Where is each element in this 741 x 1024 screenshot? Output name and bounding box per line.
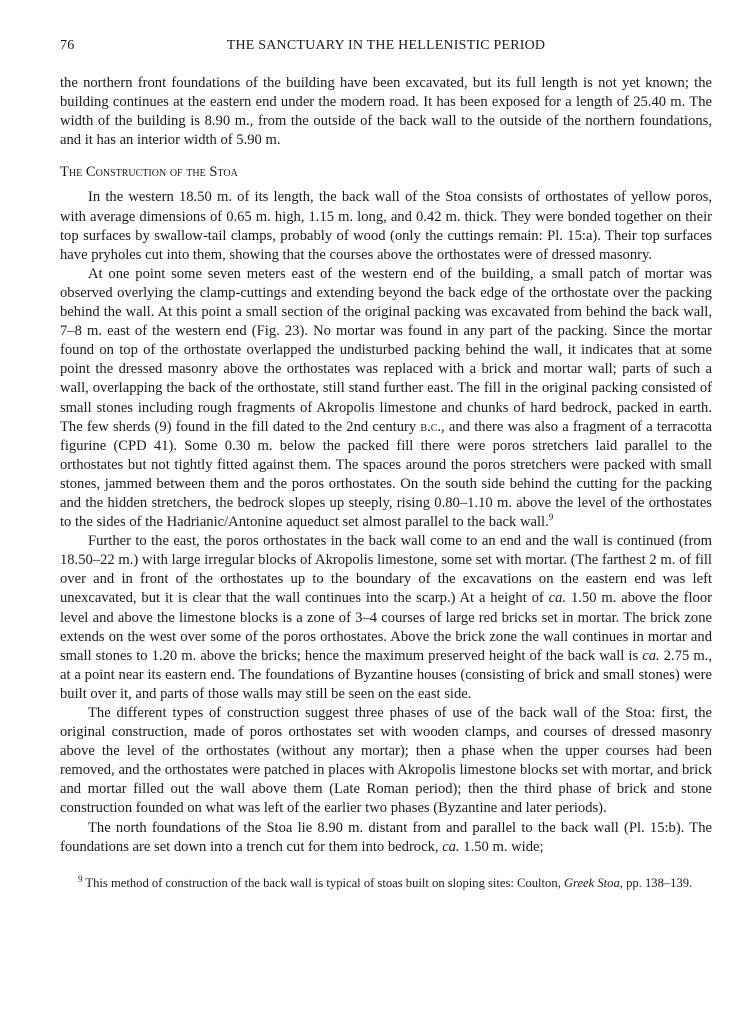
footnote-number: 9 bbox=[78, 873, 83, 884]
circa-abbreviation: ca. bbox=[442, 838, 460, 855]
paragraph-text: 1.50 m. wide; bbox=[463, 838, 544, 855]
footnote-pages: , pp. 138–139. bbox=[619, 875, 693, 890]
paragraph-orthostates: In the western 18.50 m. of its length, the back wall of the Stoa consists of orthostates of yellow poros, with average dimensions of 0.65 m. high, 1.15 m. long, and 0.42 m. thick. They were bonded together on their top surfaces by swallow-tail clamps, probably of wood (only the cuttings remain: Pl. 15:a). Their top surfaces have pryholes cut into them, showing that the courses above the orthostates were of dressed masonry. bbox=[60, 189, 712, 263]
circa-abbreviation: ca. bbox=[642, 647, 660, 664]
page-number: 76 bbox=[60, 38, 75, 53]
paragraph-text: The north foundations of the Stoa lie 8.90 m. distant from and parallel to the back wall (Pl. 15:b). The foundations are set down into a trench cut for them into bedrock, bbox=[60, 819, 712, 855]
era-abbreviation: b.c. bbox=[420, 418, 442, 435]
paragraph-text: Further to the east, the poros orthostates in the back wall come to an end and the wall is continued (from 18.50–22 m.) with large irregular blocks of Akropolis limestone, some set with mortar. (The farthest 2 m. of fill over and in front of the orthostates up to the boundary of the excavations on the eastern end was left unexcavated, but it is clear that the wall continues into the scarp.) At a height of bbox=[60, 533, 712, 607]
paragraph-three-phases: The different types of construction suggest three phases of use of the back wall of the Stoa: first, the original construction, made of poros orthostates set with wooden clamps, and courses of dressed masonry above the level of the orthostates (without any mortar); then a phase when the upper courses had been removed, and the orthostates were patched in places with Akropolis limestone blocks set with mortar, and brick and mortar filled out the wall above them (Late Roman period); then the third phase of brick and stone construction founded on what was left of the earlier two phases (Byzantine and later periods). bbox=[60, 705, 712, 817]
paragraph-text: , and there was also a fragment of a terracotta figurine (CPD 41). Some 0.30 m. below the packed fill there were poros stretchers laid parallel to the orthostates but not tightly fitted against them. The spaces around the poros stretchers were packed with small stones, jammed between them and the poros orthostates. On the south side behind the cutting for the packing and the hidden stretchers, the bedrock slopes up steeply, rising 0.80–1.10 m. above the level of the orthostates to the sides of the Hadrianic/Antonine aqueduct set almost parallel to the back wall. bbox=[60, 418, 712, 531]
paragraph-text: 1.50 m. above the floor level and above the limestone blocks is a zone of 3–4 courses of large red bricks set in mortar. The brick zone extends on the west over some of the poros orthostates. Above the brick zone the wall continues in mortar and small stones to 1.20 m. above the bricks; hence the maximum preserved height of the back wall is bbox=[60, 590, 712, 664]
footnote-text: This method of construction of the back wall is typical of stoas built on sloping sites: Coulton, bbox=[85, 875, 561, 890]
footnote-reference[interactable]: 9 bbox=[548, 512, 554, 523]
footnote-book-title: Greek Stoa bbox=[563, 875, 620, 890]
paragraph-mortar-patch bbox=[60, 265, 712, 532]
footnote bbox=[60, 875, 712, 892]
paragraph-text: 2.75 m., at a point near its eastern end. The foundations of Byzantine houses (consisting of brick and small stones) were built over it, and parts of those walls may still be seen on the east side. bbox=[60, 647, 713, 702]
intro-paragraph: the northern front foundations of the building have been excavated, but its full length is not yet known; the building continues at the eastern end under the modern road. It has been exposed for a length of 25.40 m. The width of the building is 8.90 m., from the outside of the back wall to the outside of the northern foundations, and it has an interior width of 5.90 m. bbox=[60, 75, 712, 149]
paragraph-north-foundations bbox=[60, 819, 712, 857]
book-page bbox=[60, 38, 712, 891]
section-title: The Construction of the Stoa bbox=[60, 164, 238, 181]
paragraph-text: At one point some seven meters east of the western end of the building, a small patch of mortar was observed overlying the clamp-cuttings and extending beyond the back edge of the orthostate over the packing behind the wall. At this point a small section of the original packing was excavated from behind the back wall, 7–8 m. east of the western end (Fig. 23). No mortar was found in any part of the packing. Since the mortar found on top of the orthostate overlapped the undisturbed packing behind the wall, it indicates that at some point the dressed masonry above the orthostates was replaced with a brick and mortar wall; parts of such a wall, overlapping the back of the orthostate, still stand further east. The fill in the original packing consisted of small stones including rough fragments of Akropolis limestone and chunks of hard bedrock, packed in earth. The few sherds (9) found in the fill dated to the 2nd century bbox=[60, 265, 712, 435]
body-text bbox=[60, 74, 712, 857]
paragraph-limestone-blocks bbox=[60, 532, 712, 704]
page-header bbox=[60, 38, 712, 60]
running-title: THE SANCTUARY IN THE HELLENISTIC PERIOD bbox=[226, 38, 546, 53]
circa-abbreviation: ca. bbox=[548, 590, 567, 607]
